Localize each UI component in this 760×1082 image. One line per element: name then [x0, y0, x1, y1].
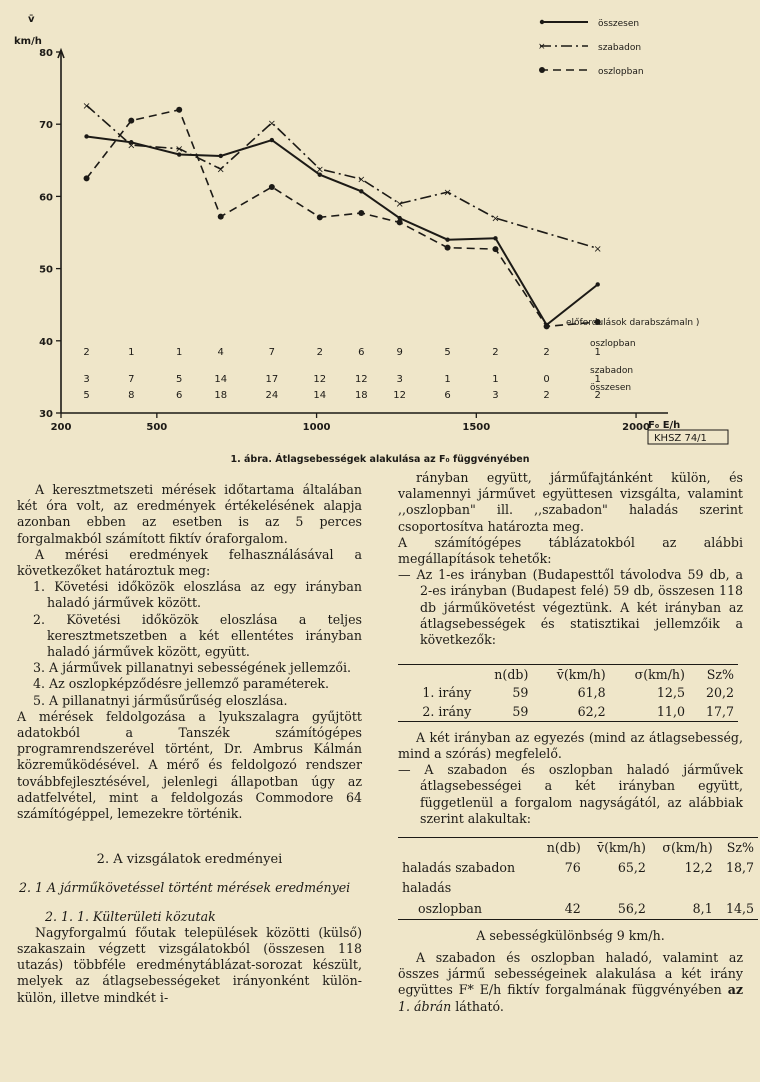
count-value: 17	[265, 374, 279, 385]
count-value: 1	[594, 374, 601, 385]
paragraph-processing: A mérések feldolgozása a lyukszalagra gyűjtött adatokból a Tanszék számítógépes programrendszerével történt, Dr. Ambrus Kálmán közreműködésével. A mérő és feldolgozó rendszer továbbfejlesztésével, jelenlegi állapotban úgy az adatfelvétel, mint a feldolgozás Commodore 64 számítógéppel, lemezekre történik.	[17, 708, 362, 822]
data-point: ×	[315, 164, 324, 176]
y-tick-label: 50	[39, 264, 53, 276]
table-cell: 2. irány	[422, 703, 472, 719]
y-tick-label: 40	[39, 336, 53, 348]
y-tick-label: 60	[39, 192, 53, 204]
count-value: 2	[543, 390, 550, 401]
speed-chart	[0, 0, 760, 470]
paragraph-findings-intro: A számítógépes táblázatokból az alábbi megállapítások tehetők:	[398, 534, 743, 567]
table-cell: 59	[512, 703, 529, 719]
series-line-1	[87, 105, 598, 248]
data-point	[445, 245, 451, 251]
count-value: 6	[176, 390, 183, 401]
data-point: ×	[216, 164, 225, 176]
count-value: 0	[543, 374, 550, 385]
x-tick-label: 1500	[462, 422, 491, 433]
count-value: 7	[128, 374, 135, 385]
table-header-row	[398, 838, 758, 859]
count-value: 12	[393, 390, 407, 401]
count-row-label-szabadon: szabadon	[590, 366, 634, 376]
table-cell: haladás	[402, 880, 452, 896]
table-cell: 65,2	[617, 860, 646, 876]
table-cell: 8,1	[692, 900, 713, 916]
legend-label-oszlopban: oszlopban	[598, 67, 644, 77]
table-header: Sz%	[706, 667, 734, 683]
count-value: 24	[265, 390, 279, 401]
x-tick-label: 200	[50, 422, 72, 433]
table-cell: 42	[564, 900, 581, 916]
count-value: 12	[354, 374, 368, 385]
data-point	[128, 118, 134, 124]
count-value: 5	[176, 374, 183, 385]
data-point	[219, 154, 223, 158]
data-point	[358, 210, 364, 216]
count-value: 2	[492, 347, 499, 358]
table-cell: 62,2	[577, 703, 606, 719]
y-tick-label: 70	[39, 120, 53, 132]
figure-ref-link: 1. ábrán	[398, 998, 452, 1014]
legend-marker-osszesen	[540, 20, 544, 24]
data-point: ×	[82, 100, 91, 112]
count-value: 8	[128, 390, 135, 401]
table-header: σ(km/h)	[662, 840, 713, 856]
x-axis-label: F₀ E/h	[648, 420, 681, 431]
count-value: 3	[83, 374, 90, 385]
data-point: ×	[593, 243, 602, 255]
table-row	[398, 878, 758, 898]
table-cell: 18,7	[725, 860, 754, 876]
subsection-heading: 2. 1 A járműkövetéssel történt mérések eredményei	[19, 880, 351, 896]
figure-ref-end: látható.	[455, 998, 504, 1014]
x-tick-label: 1000	[302, 422, 331, 433]
count-row-label-osszesen: összesen	[590, 383, 632, 393]
series-line-2	[87, 110, 598, 327]
data-point	[544, 323, 550, 329]
count-value: 7	[268, 347, 276, 358]
paragraph-agreement: A két irányban az egyezés (mind az átlagsebesség, mind a szórás) megfelelő.	[398, 729, 743, 762]
count-value: 1	[444, 374, 451, 385]
stamp	[648, 430, 728, 444]
paragraph-figure-reference	[398, 950, 743, 1015]
y-axis-unit: km/h	[14, 36, 42, 47]
count-value: 1	[128, 347, 135, 358]
count-row-label-oszlopban: oszlopban	[590, 339, 636, 349]
table-row	[398, 858, 758, 878]
data-point: ×	[175, 144, 184, 156]
data-point	[317, 214, 323, 220]
table-row	[398, 703, 738, 722]
data-point	[84, 134, 88, 138]
list-item: 4. Az oszlopképződésre jellemző paraméterek.	[33, 676, 330, 692]
axes	[58, 50, 668, 413]
data-point: ×	[395, 199, 404, 211]
data-point	[445, 238, 449, 242]
count-value: 2	[543, 347, 550, 358]
table-cell: 11,0	[656, 703, 685, 719]
count-value: 1	[176, 347, 183, 358]
x-tick-label: 500	[146, 422, 168, 433]
count-caption: előfordulások darabszámaln )	[566, 318, 700, 328]
data-point	[596, 282, 600, 286]
table-header	[398, 665, 475, 685]
legend-label-osszesen: összesen	[598, 19, 640, 29]
legend-label-szabadon: szabadon	[598, 43, 642, 53]
paragraph-directions: — Az 1-es irányban (Budapesttől távolodva 59 db, a 2-es irányban (Budapest felé) 59 db, összesen 118 db járműkövetést végeztünk. A két irányban az átlagsebességek és statisztikai jellemzőik a következők:	[398, 567, 743, 648]
data-point	[269, 184, 275, 190]
legend-marker-oszlopban	[539, 67, 545, 73]
data-point	[493, 236, 497, 240]
figure-caption: 1. ábra. Átlagsebességek alakulása az F₀ függvényében	[230, 454, 530, 465]
count-value: 3	[492, 390, 499, 401]
count-value: 12	[313, 374, 327, 385]
table-cell: 14,5	[725, 900, 754, 916]
data-point	[84, 175, 90, 181]
stamp-text: KHSZ 74/1	[654, 433, 707, 444]
list-item: 3. A járművek pillanatnyi sebességének jellemzői.	[33, 660, 351, 676]
count-value: 2	[594, 390, 601, 401]
subsubsection-heading: 2. 1. 1. Külterületi közutak	[45, 908, 216, 924]
y-tick-label: 30	[39, 409, 53, 420]
left-column	[17, 482, 362, 1006]
data-point	[397, 219, 403, 225]
figure-ref-text: A szabadon és oszlopban haladó, valamint az összes jármű sebességeinek alakulása a két irány együttes F* E/h fiktív forgalmának függvényében	[398, 950, 743, 998]
data-point: ×	[443, 187, 452, 199]
data-point	[359, 189, 363, 193]
data-point	[176, 107, 182, 113]
table-cell: 76	[564, 860, 581, 876]
count-value: 9	[396, 347, 403, 358]
data-point	[492, 246, 498, 252]
count-value: 3	[396, 374, 403, 385]
count-value: 18	[354, 390, 368, 401]
table-header: n(db)	[494, 667, 529, 683]
legend	[538, 19, 644, 77]
direction-stats-table	[398, 664, 738, 722]
right-column	[398, 470, 754, 1015]
legend-marker-szabadon: ×	[538, 42, 546, 52]
count-value: 14	[214, 374, 228, 385]
table-header: σ(km/h)	[634, 667, 685, 683]
table-cell: 61,8	[577, 685, 606, 701]
table-header-row	[398, 665, 738, 685]
table-cell: 1. irány	[422, 685, 472, 701]
data-point: ×	[357, 174, 366, 186]
table-cell: 12,2	[684, 860, 713, 876]
list-item: 1. Követési időközök eloszlása az egy irányban haladó járművek között.	[33, 579, 362, 611]
count-value: 1	[492, 374, 499, 385]
series-line-0	[87, 137, 598, 325]
table-cell: 59	[512, 685, 529, 701]
results-list	[17, 579, 362, 709]
data-point: ×	[491, 213, 500, 225]
count-value: 6	[444, 390, 451, 401]
count-value: 2	[83, 347, 90, 358]
count-value: 1	[594, 347, 601, 358]
data-point	[270, 138, 274, 142]
table-row	[398, 899, 758, 920]
data-point	[218, 214, 224, 220]
figure-ref-article: az	[727, 982, 743, 998]
list-item: 5. A pillanatnyi járműsűrűség eloszlása.	[33, 692, 288, 708]
table-cell: 20,2	[705, 685, 734, 701]
data-point: ×	[127, 140, 136, 152]
paragraph-measurement-duration: A keresztmetszeti mérések időtartama általában két óra volt, az eredmények értékelésének alapja azonban ebben az esetben is az 5 perces forgalmakból számított fiktív óraforgalom.	[17, 482, 362, 546]
x-tick-label: 2000	[622, 422, 650, 433]
table-row	[398, 684, 738, 702]
table-header: n(db)	[546, 840, 581, 856]
count-value: 14	[313, 390, 327, 401]
y-axis-symbol: v̄	[28, 14, 35, 25]
table-cell: oszlopban	[418, 900, 483, 916]
count-value: 18	[214, 390, 228, 401]
count-value: 6	[358, 347, 365, 358]
paragraph-rural-roads: Nagyforgalmú főutak települések közötti (külső) szakaszain végzett vizsgálatokból (összesen 118 utazás) többféle eredménytáblázat-sorozat készült, melyek az átlagsebességeket irányonként külön-külön, illetve mindkét i-	[17, 924, 362, 1005]
table-cell: haladás szabadon	[402, 860, 516, 876]
count-value: 5	[83, 390, 90, 401]
section-heading: 2. A vizsgálatok eredményei	[96, 852, 283, 868]
paragraph-speed-difference: A sebességkülönbség 9 km/h.	[476, 927, 665, 943]
table-header	[398, 838, 537, 859]
data-point: ×	[267, 118, 277, 130]
table-cell: 56,2	[617, 900, 646, 916]
paragraph-results-intro: A mérési eredmények felhasználásával a következőket határoztuk meg:	[17, 546, 362, 579]
table-header: Sz%	[726, 840, 754, 856]
count-value: 5	[444, 347, 451, 358]
list-item: 2. Követési időközök eloszlása a teljes keresztmetszetben a két ellentétes irányban haladó járművek között, együtt.	[33, 611, 362, 660]
paragraph-free-vs-platoon: — A szabadon és oszlopban haladó járművek átlagsebességei a két irányban együtt, függetlenül a forgalom nagyságától, az alábbiak szerint alakultak:	[398, 762, 743, 826]
table-cell: 17,7	[705, 703, 734, 719]
count-value: 4	[217, 347, 224, 358]
table-header: v̄(km/h)	[597, 840, 646, 856]
count-value: 2	[316, 347, 323, 358]
table-cell: 12,5	[656, 685, 685, 701]
paragraph-continuation: rányban együtt, járműfajtánként külön, és valamennyi járművet együttesen vizsgálta, valamint ,,oszlopban" ill. ,,szabadon" haladás szerint csoportosítva határozta meg.	[398, 470, 743, 534]
table-header: v̄(km/h)	[556, 667, 606, 683]
mode-stats-table	[398, 837, 758, 920]
y-tick-label: 80	[39, 48, 53, 59]
